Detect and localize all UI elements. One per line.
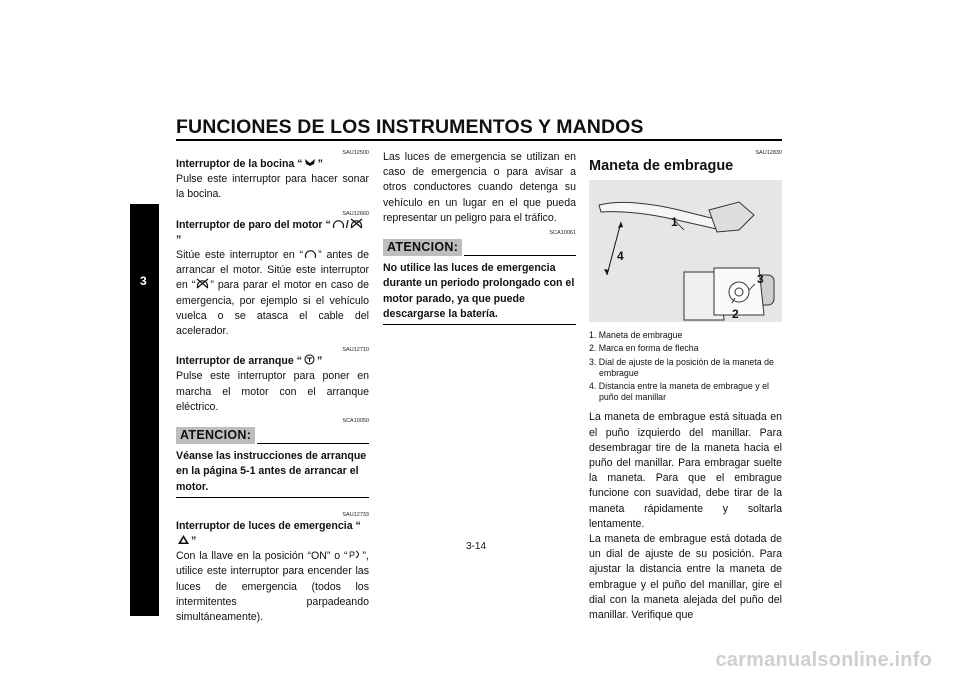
section-code: SAU12733 — [342, 511, 369, 518]
svg-text:P: P — [348, 550, 355, 561]
section-code: SCA10050 — [342, 418, 369, 425]
text-part: ” antes de arrancar el motor. Sitúe este interruptor en “ — [176, 249, 369, 292]
site-watermark: carmanualsonline.info — [715, 649, 932, 671]
text-part: Con la llave en la posición “ON” o “ — [176, 550, 348, 563]
parking-key-icon — [348, 549, 363, 560]
heading-text: ” — [176, 233, 182, 246]
caution-rule — [464, 255, 576, 256]
section-code: SAU12710 — [342, 347, 369, 354]
clutch-lever-drawing — [589, 180, 782, 322]
caption-item: 2. Marca en forma de flecha — [589, 343, 699, 354]
callout-1: 1 — [671, 215, 678, 230]
start-switch-text: Pulse este interruptor para poner en marcha el motor con el arranque eléctrico. — [176, 370, 369, 413]
page-title: FUNCIONES DE LOS INSTRUMENTOS Y MANDOS — [176, 116, 644, 138]
heading-text: Interruptor de la bocina “ — [176, 158, 303, 170]
caution-label: ATENCION: — [383, 239, 462, 256]
callout-2: 2 — [732, 307, 739, 322]
text-part: ”, utilice este interruptor para encender las luces de emergencia (todos los intermitentes parpadeando simultáneamente). — [176, 550, 369, 624]
caution-header — [176, 427, 369, 444]
caution-text: Véanse las instrucciones de arranque en la página 5-1 antes de arrancar el motor. — [176, 449, 369, 498]
column-1 — [176, 150, 369, 625]
start-icon — [302, 354, 317, 365]
clutch-lever-heading: Maneta de embrague — [589, 158, 734, 174]
caution-text: No utilice las luces de emergencia durante un periodo prolongado con el motor parado, ya que puede descargarse la batería. — [383, 261, 576, 325]
engine-stop-heading: Interruptor de paro del motor “ /” — [176, 218, 369, 248]
section-code: SAU12830 — [755, 150, 782, 156]
text-part: ” para parar el motor en caso de emergencia, por ejemplo si el vehículo vuelca o se atasca el cable del acelerador. — [176, 279, 369, 338]
horn-switch-heading — [176, 157, 369, 172]
caution-header — [383, 239, 576, 256]
heading-text: ” — [316, 355, 323, 368]
hazard-switch-heading — [176, 519, 369, 549]
hazard-usage-text: Las luces de emergencia se utilizan en caso de emergencia o para avisar a otros conductores cuando detenga su vehículo en un lugar en el que pueda representar un peligro para el tráfico. — [383, 151, 576, 224]
stop-icon — [349, 218, 364, 229]
clutch-lever-text: La maneta de embrague está situada en el puño izquierdo del manillar. Para desembragar tire de la maneta hacia el puño del manillar. Para embragar suelte la maneta. Para que el embrague funcione con suavidad, debe tirar de la maneta rápidamente y soltarla lentamente. La maneta de embrague está dotada de un dial de ajuste de su posición. Para ajustar la distancia entre la maneta de embrague y el puño del manillar, gire el dial con la maneta alejada del puño del manillar. Verifique que — [589, 411, 782, 622]
section-code: SAU12660 — [342, 210, 369, 217]
hazard-switch-text — [176, 549, 369, 625]
column-3 — [589, 150, 782, 623]
figure-captions — [589, 330, 782, 403]
chapter-tab — [130, 204, 159, 616]
clutch-lever-illustration — [589, 180, 782, 322]
stop-icon — [195, 278, 210, 289]
callout-3: 3 — [757, 272, 764, 287]
caution-rule — [257, 443, 369, 444]
caption-item: 4. Distancia entre la maneta de embrague y el puño del manillar — [589, 381, 769, 403]
start-switch-heading — [176, 354, 369, 369]
title-rule — [176, 139, 782, 141]
heading-text: Interruptor de paro del motor “ — [176, 218, 331, 231]
engine-stop-text — [176, 248, 369, 339]
caption-item: 1. Maneta de embrague — [589, 330, 683, 341]
column-2 — [383, 150, 576, 325]
run-icon — [303, 248, 318, 259]
caution-label: ATENCION: — [176, 427, 255, 444]
section-code: SCA10061 — [549, 230, 576, 237]
heading-text: Interruptor de luces de emergencia “ — [176, 519, 361, 532]
heading-text: ” — [317, 158, 323, 170]
section-code: SAU12500 — [342, 150, 369, 156]
horn-switch-text: Pulse este interruptor para hacer sonar la bocina. — [176, 173, 369, 201]
horn-icon — [303, 157, 318, 168]
callout-4: 4 — [617, 249, 624, 264]
text-part: Sitúe este interruptor en “ — [176, 249, 304, 262]
chapter-number: 3 — [140, 274, 147, 288]
page-number: 3-14 — [466, 541, 487, 552]
hazard-icon — [176, 534, 191, 545]
heading-text: ” — [191, 535, 197, 548]
run-icon — [331, 218, 346, 229]
caption-item: 3. Dial de ajuste de la posición de la maneta de embrague — [589, 356, 774, 378]
heading-text: Interruptor de arranque “ — [176, 355, 302, 368]
